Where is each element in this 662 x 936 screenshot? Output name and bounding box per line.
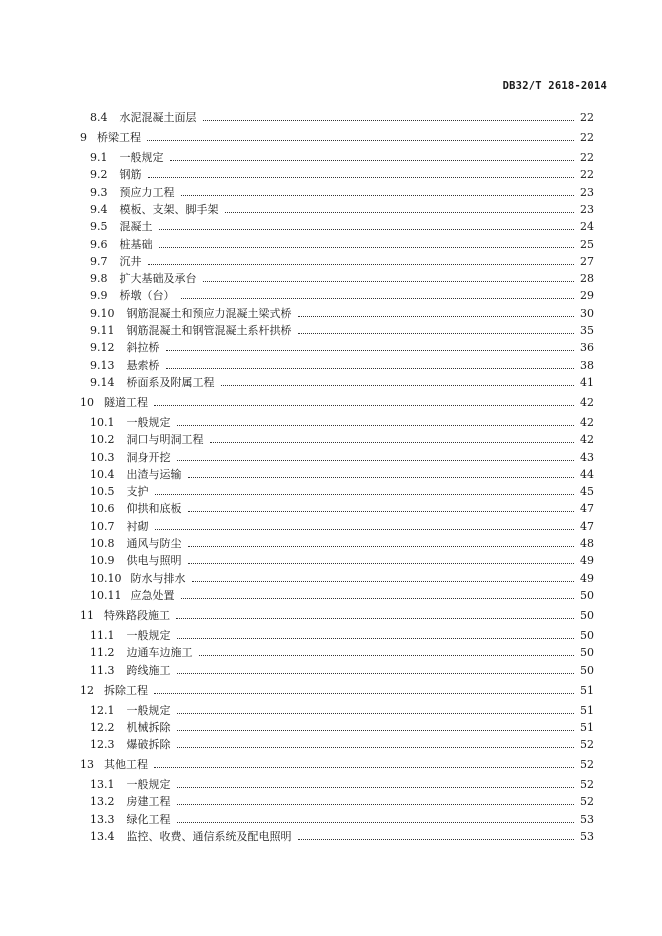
toc-entry[interactable]: [90, 251, 594, 268]
toc-entry-number: 9.11: [90, 324, 115, 337]
toc-entry[interactable]: [90, 182, 594, 199]
toc-entry-page: 22: [580, 151, 594, 164]
toc-entry[interactable]: [90, 464, 594, 481]
toc-entry-title: 应急处置: [130, 588, 175, 602]
toc-entry[interactable]: [80, 754, 594, 771]
toc-dot-leader: [181, 597, 575, 599]
toc-entry-page: 42: [580, 395, 594, 409]
toc-entry-title: 桥墩（台）: [119, 289, 175, 303]
toc-entry-number: 10: [80, 395, 94, 409]
toc-dot-leader: [199, 654, 575, 656]
toc-dot-leader: [177, 637, 575, 639]
toc-entry-page: 38: [580, 358, 594, 372]
toc-entry-title: 沉井: [119, 254, 142, 268]
toc-entry-title: 扩大基础及承台: [119, 272, 197, 286]
toc-entry-page: 50: [580, 608, 594, 622]
toc-entry-page: 36: [580, 341, 594, 355]
toc-dot-leader: [203, 119, 575, 121]
toc-entry-title: 混凝土: [119, 220, 153, 234]
toc-entry-number: 8.4: [90, 111, 108, 124]
toc-entry-title: 特殊路段施工: [104, 608, 170, 622]
toc-entry[interactable]: [90, 199, 594, 216]
toc-dot-leader: [147, 139, 574, 141]
toc-entry-title: 水泥混凝土面层: [119, 111, 197, 124]
toc-entry[interactable]: [90, 320, 594, 337]
toc-entry-page: 50: [580, 663, 594, 677]
toc-dot-leader: [181, 194, 575, 196]
toc-entry-number: 12.3: [90, 738, 115, 752]
toc-entry-number: 11.1: [90, 628, 115, 642]
toc-dot-leader: [177, 746, 575, 748]
toc-entry-title: 出渣与运输: [126, 467, 182, 481]
toc-entry[interactable]: [80, 392, 594, 409]
toc-entry[interactable]: [90, 216, 594, 233]
toc-entry-number: 13.1: [90, 778, 115, 792]
toc-dot-leader: [159, 246, 575, 248]
toc-entry-number: 11: [80, 608, 94, 622]
toc-entry[interactable]: [90, 372, 594, 389]
toc-entry-number: 12.2: [90, 720, 115, 734]
toc-dot-leader: [210, 441, 575, 443]
toc-entry-title: 监控、收费、通信系统及配电照明: [126, 830, 292, 843]
toc-entry-page: 24: [580, 220, 594, 234]
toc-entry-number: 9.8: [90, 272, 108, 286]
toc-dot-leader: [298, 838, 575, 840]
toc-entry-number: 13.3: [90, 812, 115, 826]
toc-entry-number: 10.6: [90, 502, 115, 516]
toc-entry-number: 9.10: [90, 306, 115, 320]
toc-dot-leader: [181, 297, 575, 299]
toc-entry-number: 9.9: [90, 289, 108, 303]
toc-entry-number: 10.1: [90, 415, 115, 429]
toc-entry[interactable]: [90, 774, 594, 791]
toc-entry[interactable]: [90, 285, 594, 302]
toc-entry-number: 9.14: [90, 375, 115, 389]
toc-dot-leader: [177, 821, 575, 823]
toc-entry-title: 一般规定: [126, 415, 171, 429]
toc-entry-page: 52: [580, 778, 594, 792]
toc-entry-page: 23: [580, 185, 594, 199]
toc-entry-page: 30: [580, 306, 594, 320]
toc-dot-leader: [203, 280, 575, 282]
toc-entry-page: 45: [580, 485, 594, 499]
toc-entry-number: 10.2: [90, 433, 115, 447]
toc-dot-leader: [188, 476, 575, 478]
toc-entry-number: 10.7: [90, 519, 115, 533]
toc-entry-page: 28: [580, 272, 594, 286]
toc-entry-page: 49: [580, 571, 594, 585]
toc-entry-title: 悬索桥: [126, 358, 160, 372]
toc-entry-title: 边通车边施工: [126, 646, 193, 660]
toc-entry[interactable]: [90, 700, 594, 717]
toc-entry-title: 机械拆除: [126, 720, 171, 734]
toc-entry-page: 47: [580, 502, 594, 516]
toc-entry-title: 桥梁工程: [97, 131, 141, 144]
toc-dot-leader: [298, 332, 575, 334]
toc-dot-leader: [225, 211, 575, 213]
toc-entry-title: 房建工程: [126, 795, 171, 809]
toc-entry-title: 爆破拆除: [126, 738, 171, 752]
toc-dot-leader: [188, 562, 575, 564]
toc-entry-page: 50: [580, 646, 594, 660]
toc-entry-number: 10.4: [90, 467, 115, 481]
toc-entry-title: 桥面系及附属工程: [126, 375, 215, 389]
toc-entry-number: 9.7: [90, 254, 108, 268]
toc-dot-leader: [177, 786, 575, 788]
toc-entry-page: 42: [580, 433, 594, 447]
toc-entry[interactable]: [90, 234, 594, 251]
toc-entry-title: 钢筋混凝土和预应力混凝土梁式桥: [126, 306, 292, 320]
toc-entry-page: 22: [580, 168, 594, 182]
toc-dot-leader: [154, 692, 574, 694]
toc-entry[interactable]: [90, 498, 594, 515]
toc-entry-title: 斜拉桥: [126, 341, 160, 355]
toc-dot-leader: [177, 729, 575, 731]
toc-entry-number: 10.11: [90, 588, 122, 602]
toc-entry[interactable]: [90, 717, 594, 734]
toc-dot-leader: [154, 766, 574, 768]
toc-entry-number: 13.4: [90, 830, 115, 843]
toc-entry-number: 10.9: [90, 554, 115, 568]
toc-entry-page: 48: [580, 537, 594, 550]
toc-entry-number: 11.2: [90, 646, 115, 660]
toc-dot-leader: [298, 315, 575, 317]
toc-entry-title: 洞口与明洞工程: [126, 433, 204, 447]
toc-dot-leader: [148, 263, 575, 265]
toc-entry-page: 51: [580, 683, 594, 697]
toc-entry-title: 一般规定: [126, 703, 171, 717]
toc-entry-title: 跨线施工: [126, 663, 171, 677]
toc-entry-page: 43: [580, 450, 594, 464]
toc-entry-page: 50: [580, 588, 594, 602]
toc-entry[interactable]: [90, 826, 594, 843]
toc-entry[interactable]: [90, 355, 594, 372]
toc-entry[interactable]: [90, 447, 594, 464]
toc-entry-number: 11.3: [90, 663, 115, 677]
toc-entry-title: 拆除工程: [104, 683, 148, 697]
document-code: DB32/T 2618-2014: [502, 80, 607, 92]
toc-entry[interactable]: [90, 642, 594, 659]
toc-dot-leader: [177, 459, 575, 461]
toc-dot-leader: [176, 617, 574, 619]
toc-entry[interactable]: [90, 107, 594, 124]
toc-entry-page: 50: [580, 628, 594, 642]
toc-entry[interactable]: [90, 412, 594, 429]
toc-entry[interactable]: [90, 164, 594, 181]
toc-entry-number: 10.5: [90, 485, 115, 499]
toc-entry-page: 22: [580, 131, 594, 144]
toc-entry-page: 27: [580, 254, 594, 268]
toc-dot-leader: [166, 349, 575, 351]
toc-entry-page: 29: [580, 289, 594, 303]
toc-entry[interactable]: [90, 268, 594, 285]
toc-entry-number: 9.2: [90, 168, 108, 182]
toc-entry[interactable]: [90, 429, 594, 446]
toc-dot-leader: [177, 672, 575, 674]
toc-dot-leader: [155, 493, 575, 495]
toc-dot-leader: [221, 384, 575, 386]
toc-entry-title: 钢筋混凝土和钢管混凝土系杆拱桥: [126, 324, 292, 337]
toc-entry[interactable]: [90, 550, 594, 567]
toc-entry[interactable]: [90, 147, 594, 164]
toc-entry-title: 预应力工程: [119, 185, 175, 199]
toc-entry-number: 13: [80, 758, 94, 772]
toc-entry-title: 钢筋: [119, 168, 142, 182]
toc-entry[interactable]: [90, 516, 594, 533]
toc-entry-title: 防水与排水: [130, 571, 186, 585]
toc-entry-number: 10.3: [90, 450, 115, 464]
toc-entry-title: 一般规定: [119, 151, 164, 164]
toc-entry-number: 9.3: [90, 185, 108, 199]
toc-entry[interactable]: [90, 809, 594, 826]
toc-entry-number: 9.4: [90, 202, 108, 216]
toc-dot-leader: [154, 404, 574, 406]
toc-entry-number: 9.6: [90, 237, 108, 251]
toc-entry-page: 49: [580, 554, 594, 568]
toc-entry-title: 通风与防尘: [126, 537, 182, 550]
toc-entry[interactable]: [90, 568, 594, 585]
toc-entry-title: 支护: [126, 485, 149, 499]
toc-entry-page: 35: [580, 324, 594, 337]
toc-entry-page: 41: [580, 375, 594, 389]
toc-entry-number: 12.1: [90, 703, 115, 717]
toc-entry-page: 52: [580, 738, 594, 752]
toc-dot-leader: [188, 545, 575, 547]
toc-entry-title: 仰拱和底板: [126, 502, 182, 516]
toc-dot-leader: [159, 228, 575, 230]
toc-dot-leader: [177, 712, 575, 714]
toc-entry-title: 隧道工程: [104, 395, 148, 409]
toc-entry[interactable]: [90, 625, 594, 642]
toc-entry-title: 洞身开挖: [126, 450, 171, 464]
toc-entry-number: 12: [80, 683, 94, 697]
toc-entry-number: 13.2: [90, 795, 115, 809]
toc-entry[interactable]: [90, 660, 594, 677]
toc-dot-leader: [188, 510, 575, 512]
toc-entry[interactable]: [90, 734, 594, 751]
toc-entry[interactable]: [90, 791, 594, 808]
toc-entry-title: 衬砌: [126, 519, 149, 533]
toc-entry-number: 10.10: [90, 571, 122, 585]
toc-entry-title: 一般规定: [126, 628, 171, 642]
toc-entry[interactable]: [80, 127, 594, 144]
toc-entry[interactable]: [80, 680, 594, 697]
toc-dot-leader: [192, 580, 575, 582]
toc-entry-title: 桩基础: [119, 237, 153, 251]
toc-entry-number: 10.8: [90, 537, 115, 550]
toc-entry[interactable]: [90, 337, 594, 354]
toc-dot-leader: [155, 528, 575, 530]
toc-entry-page: 22: [580, 111, 594, 124]
toc-entry-number: 9.5: [90, 220, 108, 234]
toc-entry-number: 9.13: [90, 358, 115, 372]
toc-dot-leader: [148, 176, 575, 178]
toc-entry-number: 9.12: [90, 341, 115, 355]
toc-entry-title: 其他工程: [104, 758, 148, 772]
toc-entry-page: 52: [580, 758, 594, 772]
toc-entry[interactable]: [90, 585, 594, 602]
toc-entry-page: 44: [580, 467, 594, 481]
toc-dot-leader: [166, 367, 575, 369]
toc-dot-leader: [177, 424, 575, 426]
toc-entry-number: 9: [80, 131, 87, 144]
toc-dot-leader: [170, 159, 575, 161]
toc-entry[interactable]: [90, 533, 594, 550]
toc-entry-page: 53: [580, 830, 594, 843]
toc-entry-title: 绿化工程: [126, 812, 171, 826]
toc-entry-page: 51: [580, 720, 594, 734]
toc-entry-page: 51: [580, 703, 594, 717]
toc-entry[interactable]: [90, 303, 594, 320]
toc-entry-title: 供电与照明: [126, 554, 182, 568]
toc-entry[interactable]: [80, 605, 594, 622]
toc-entry-page: 42: [580, 415, 594, 429]
toc-entry-page: 52: [580, 795, 594, 809]
toc-entry-page: 25: [580, 237, 594, 251]
toc-entry-page: 47: [580, 519, 594, 533]
toc-entry-title: 一般规定: [126, 778, 171, 792]
toc-entry-title: 模板、支架、脚手架: [119, 202, 219, 216]
toc-entry-page: 53: [580, 812, 594, 826]
toc-entry-number: 9.1: [90, 151, 108, 164]
toc-dot-leader: [177, 803, 575, 805]
toc-entry-page: 23: [580, 202, 594, 216]
toc-entry[interactable]: [90, 481, 594, 498]
